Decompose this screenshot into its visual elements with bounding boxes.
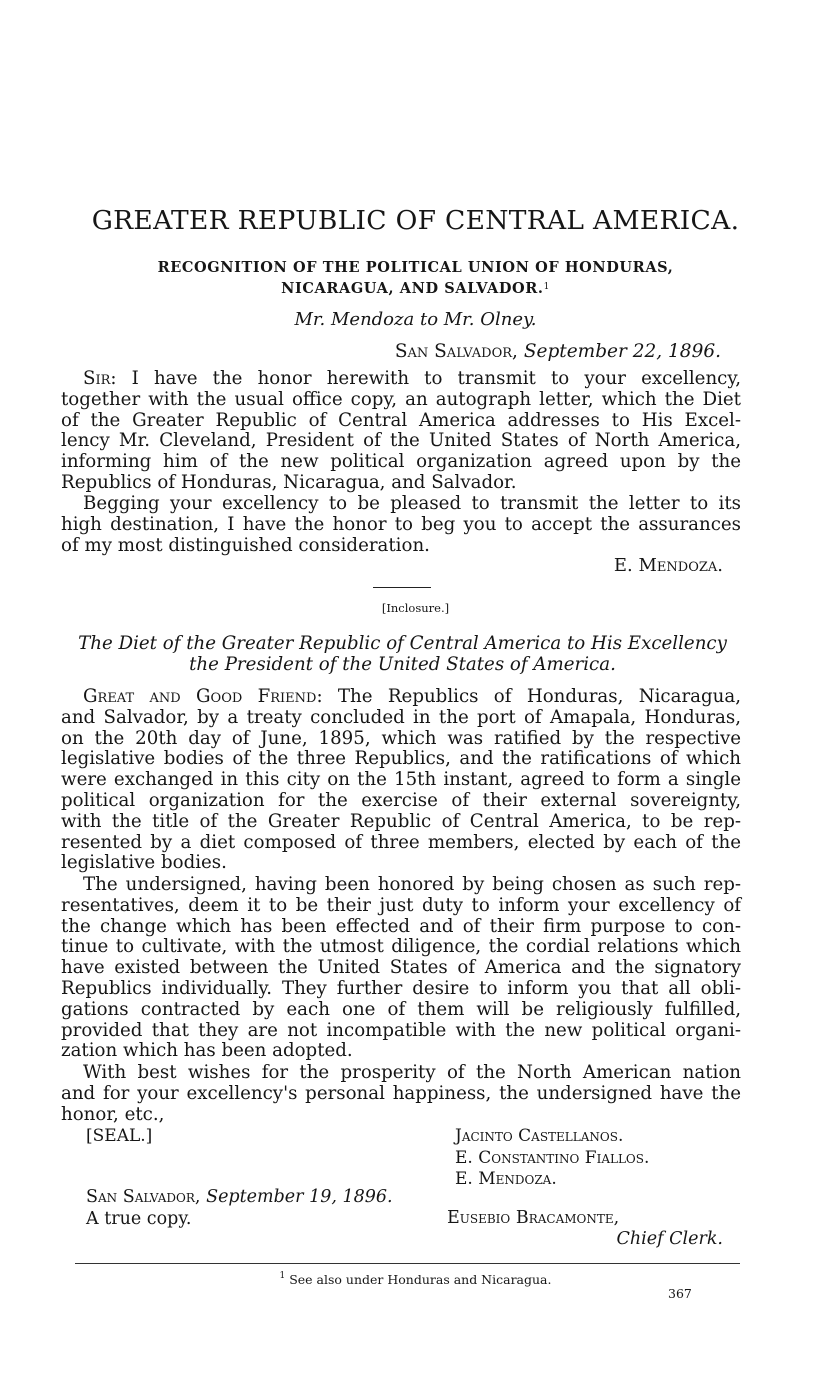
dateline-date: September 22, 1896. (523, 341, 721, 362)
dateline-place: San Salvador, (394, 341, 518, 362)
section-divider (373, 587, 431, 588)
text-line: resented by a diet composed of three members, elected by each of the (61, 831, 741, 853)
text-line: tinue to cultivate, with the utmost diligence, the cordial relations which (61, 936, 741, 958)
dateline-place: San Salvador, (86, 1187, 201, 1207)
footnote-reference[interactable]: 1 (543, 282, 550, 292)
inclosure-dateline (86, 1187, 393, 1207)
text-line: honor, etc., (61, 1103, 165, 1125)
subtitle-line-2-text: NICARAGUA, AND SALVADOR. (281, 280, 544, 297)
signer-name: Jacinto Castellanos. (455, 1126, 624, 1146)
inclosure-heading (60, 633, 745, 675)
text-line: resentatives, deem it to be their just duty to inform your excellency of (61, 894, 741, 916)
salutation: Sir: (83, 368, 117, 389)
text-line: zation which has been adopted. (61, 1040, 353, 1062)
text-line: and Salvador, by a treaty concluded in the port of Amapala, Honduras, (61, 706, 741, 728)
inclosure-label: [Inclosure.] (381, 601, 450, 615)
clerk-name: Eusebio Bracamonte, (447, 1208, 620, 1228)
text-line: of my most distinguished consideration. (61, 534, 430, 556)
text-line: Republics of Honduras, Nicaragua, and Salvador. (61, 471, 517, 493)
inclosure-paragraph-2 (61, 875, 741, 1062)
text-line: were exchanged in this city on the 15th instant, agreed to form a single (61, 769, 741, 791)
text-line: legislative bodies of the three Republics, and the ratifications of which (61, 748, 741, 770)
seal-mark: [SEAL.] (86, 1126, 153, 1146)
letter-heading: Mr. Mendoza to Mr. Olney. (294, 309, 537, 330)
inclosure-heading-line-1: The Diet of the Greater Republic of Central America to His Excellency (78, 633, 727, 654)
text-line: lency Mr. Cleveland, President of the United States of North America, (61, 430, 741, 452)
footnote-marker: 1 (279, 1271, 286, 1281)
letter-paragraph-2 (61, 494, 741, 556)
inclosure-salutation: Great and Good Friend: (83, 686, 323, 707)
subtitle-line-1: RECOGNITION OF THE POLITICAL UNION OF HONDURAS, (157, 259, 674, 276)
text-line: high destination, I have the honor to beg you to accept the assurances (61, 513, 741, 535)
line-text: The Republics of Honduras, Nicaragua, (337, 686, 741, 707)
signer-name: E. Constantino Fiallos. (455, 1147, 650, 1168)
page-number: 367 (668, 1286, 692, 1301)
text-line: with the title of the Greater Republic of Central America, to be rep- (61, 810, 741, 832)
text-line: legislative bodies. (61, 852, 227, 874)
text-line: Begging your excellency to be pleased to transmit the letter to its (83, 493, 741, 514)
letter-signature: E. Mendoza. (613, 555, 723, 576)
inclosure-paragraph-1 (61, 687, 741, 874)
text-line (61, 369, 741, 390)
text-line: on the 20th day of June, 1895, which was ratified by the respective (61, 727, 741, 749)
footnote-divider (75, 1263, 740, 1264)
inclosure-heading-line-2: the President of the United States of America. (189, 654, 616, 675)
text-line: gations contracted by each one of them will be religiously fulfilled, (61, 998, 741, 1020)
letter-dateline (395, 341, 721, 362)
text-line: together with the usual office copy, an autograph letter, which the Diet (61, 388, 741, 410)
letter-paragraph-1 (61, 369, 741, 494)
dateline-date: September 19, 1896. (206, 1187, 393, 1207)
text-line: have existed between the United States of America and the signatory (61, 957, 741, 979)
line-text: I have the honor herewith to transmit to your excellency, (131, 368, 741, 389)
text-line: and for your excellency's personal happiness, the undersigned have the (61, 1082, 741, 1104)
text-line: of the Greater Republic of Central America addresses to His Excel- (61, 409, 741, 431)
footnote-text: See also under Honduras and Nicaragua. (289, 1272, 552, 1287)
signers-block (455, 1126, 649, 1191)
section-subtitle (60, 257, 771, 299)
signer-name: E. Mendoza. (455, 1169, 557, 1189)
text-line: The undersigned, having been honored by being chosen as such rep- (83, 874, 741, 895)
text-line: With best wishes for the prosperity of the North American nation (83, 1062, 741, 1083)
text-line: the change which has been effected and of their firm purpose to con- (61, 915, 741, 937)
text-line: provided that they are not incompatible with the new political organi- (61, 1019, 741, 1041)
text-line: political organization for the exercise of their external sovereignty, (61, 789, 741, 811)
text-line: Republics individually. They further desire to inform you that all obli- (61, 977, 741, 999)
text-line (61, 687, 741, 708)
inclosure-paragraph-3 (61, 1063, 741, 1125)
footnote (60, 1272, 771, 1287)
text-line: informing him of the new political organization agreed upon by the (61, 451, 741, 473)
page-title: GREATER REPUBLIC OF CENTRAL AMERICA. (91, 205, 740, 236)
clerk-title: Chief Clerk. (616, 1229, 723, 1249)
true-copy-note: A true copy. (86, 1209, 192, 1229)
subtitle-line-2 (60, 278, 771, 299)
